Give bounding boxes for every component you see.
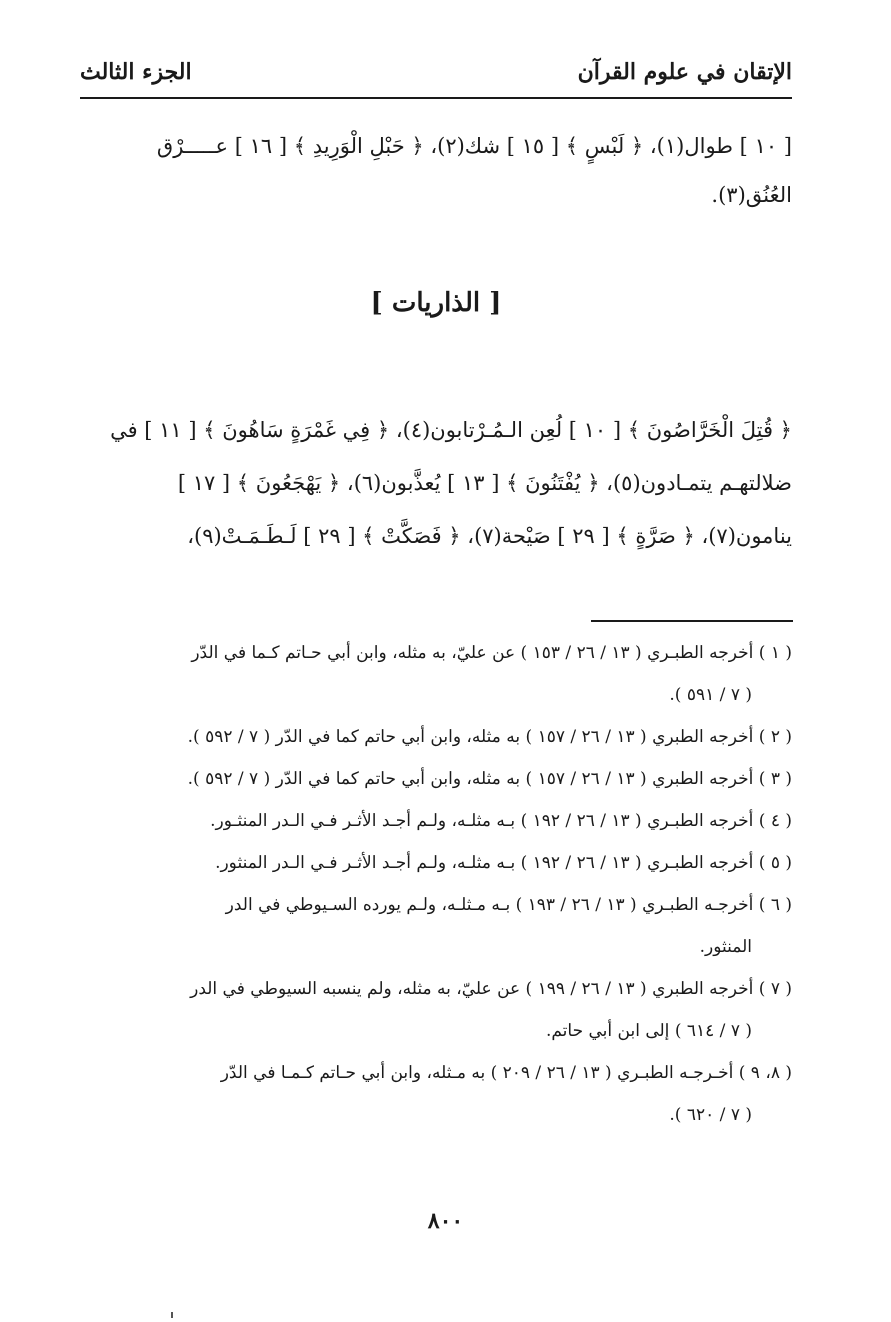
top-paragraph [80,122,792,220]
footnotes [80,632,792,1136]
footnote-1 [80,632,792,716]
footnote-divider [591,620,793,622]
running-header [80,52,792,92]
main-paragraph [80,404,792,563]
footnote-text: ( ٢ ) أخرجه الطبري ( ١٣ / ٢٦ / ١٥٧ ) به مثله، وابن أبي حاتم كما في الدّر ( ٧ / ٥٩٢ ). [187,727,792,747]
text-line: ﴿ قُتِلَ الْخَرَّاصُونَ ﴾ [ ١٠ ] لُعِن الـمُـرْتابون(٤)، ﴿ فِي غَمْرَةٍ سَاهُونَ ﴾ [ ١١ ] في [110,418,792,442]
footnote-continuation: ( ٧ / ٥٩١ ). [669,685,752,705]
footnote-5 [80,842,792,884]
footnote-3 [80,758,792,800]
footnote-continuation: ( ٧ / ٦١٤ ) إلى ابن أبي حاتم. [545,1021,752,1041]
footnote-2 [80,716,792,758]
footnote-7 [80,968,792,1052]
page-number: ٨٠٠ [427,1208,464,1234]
text-line: العُنُق(٣). [711,183,792,207]
footnote-text: ( ٣ ) أخرجه الطبري ( ١٣ / ٢٦ / ١٥٧ ) به مثله، وابن أبي حاتم كما في الدّر ( ٧ / ٥٩٢ ). [187,769,792,789]
text-line: ضلالتهـم يتمـادون(٥)، ﴿ يُفْتَنُونَ ﴾ [ ١٣ ] يُعذَّبون(٦)، ﴿ يَهْجَعُونَ ﴾ [ ١٧ ] [177,471,792,495]
book-title: الإتقان في علوم القرآن [577,59,792,85]
footnote-text: ( ٨، ٩ ) أخـرجـه الطبـري ( ١٣ / ٢٦ / ٢٠٩ ) به مـثله، وابن أبي حـاتم كـمـا في الدّر [220,1063,792,1083]
footnote-text: ( ٧ ) أخرجه الطبري ( ١٣ / ٢٦ / ١٩٩ ) عن عليّ، به مثله، ولم ينسبه السيوطي في الدر [190,979,792,999]
footnote-continuation: ( ٧ / ٦٢٠ ). [669,1105,752,1125]
volume-label: الجزء الثالث [80,59,192,85]
section-title: [ الذاريات ] [370,288,502,318]
text-line: [ ١٠ ] طوال(١)، ﴿ لَبْسٍ ﴾ [ ١٥ ] شك(٢)، ﴿ حَبْلِ الْوَرِيدِ ﴾ [ ١٦ ] عـــــرْق [156,134,792,158]
footnote-text: ( ٥ ) أخرجه الطبـري ( ١٣ / ٢٦ / ١٩٢ ) بـه مثلـه، ولـم أجـد الأثـر فـي الـدر المنثور. [215,853,792,873]
footnote-6 [80,884,792,968]
footnote-continuation: المنثور. [699,937,752,957]
header-divider [80,97,792,99]
scan-mark [171,1312,173,1318]
footnote-text: ( ١ ) أخرجه الطبـري ( ١٣ / ٢٦ / ١٥٣ ) عن عليّ، به مثله، وابن أبي حـاتم كـما في الدّر [191,643,792,663]
footnote-8-9 [80,1052,792,1136]
text-line: ينامون(٧)، ﴿ صَرَّةٍ ﴾ [ ٢٩ ] صَيْحة(٧)، ﴿ فَصَكَّتْ ﴾ [ ٢٩ ] لَـطَـمَـتْ(٩)، [187,524,792,548]
footnote-text: ( ٦ ) أخرجـه الطبـري ( ١٣ / ٢٦ / ١٩٣ ) بـه مـثلـه، ولـم يورده السـيوطي في الدر [225,895,792,915]
footnote-4 [80,800,792,842]
footnote-text: ( ٤ ) أخرجه الطبـري ( ١٣ / ٢٦ / ١٩٢ ) بـه مثلـه، ولـم أجـد الأثـر فـي الـدر المنثـور. [210,811,792,831]
